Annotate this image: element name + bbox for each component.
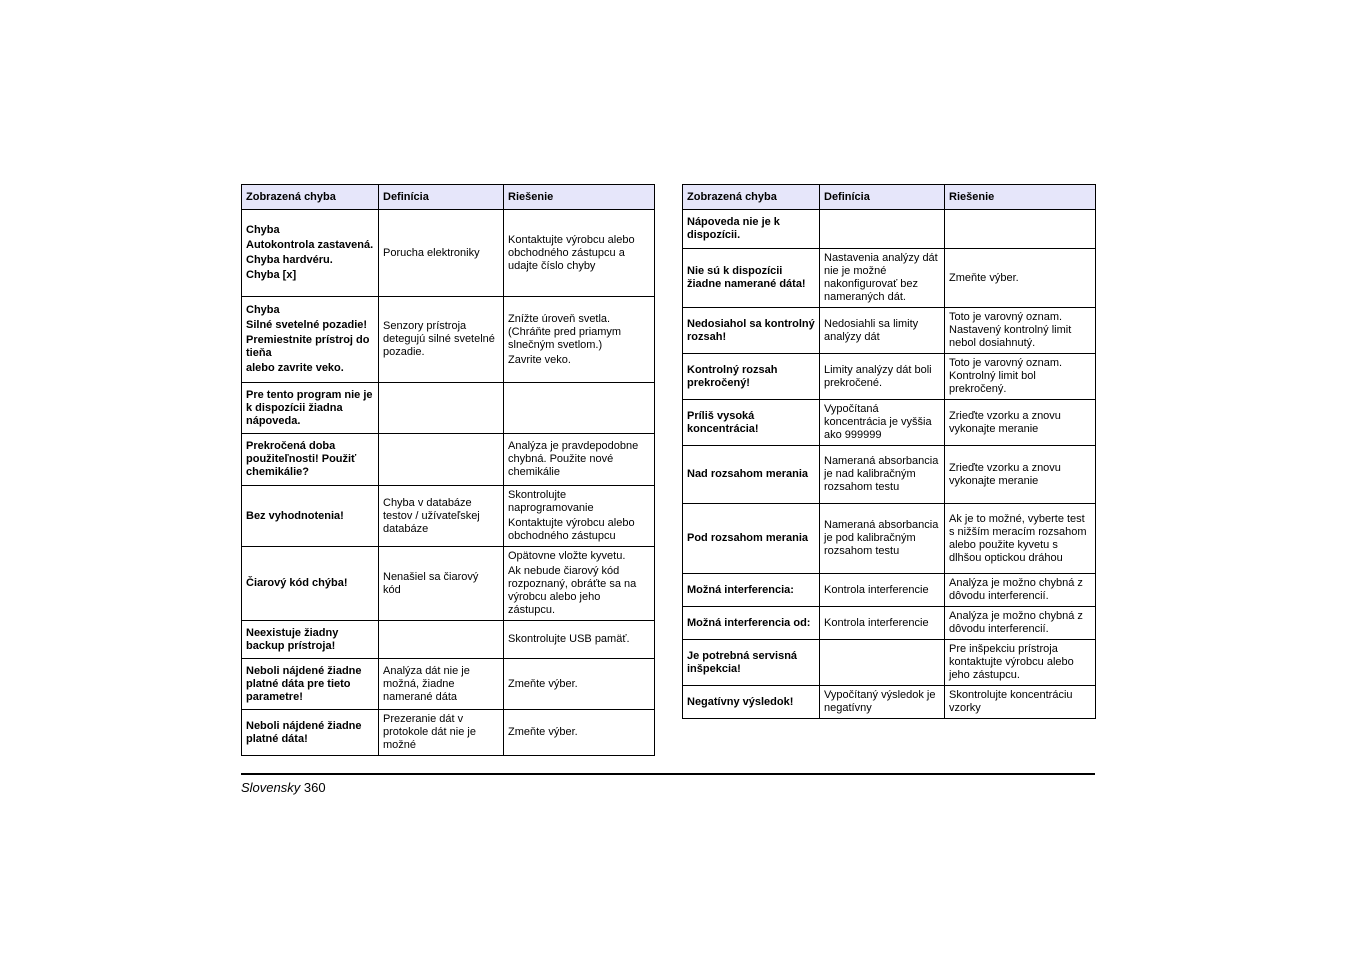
header-solution: Riešenie: [504, 185, 655, 210]
definition-cell: [820, 640, 945, 686]
solution-cell-line: Skontrolujte USB pamäť.: [508, 633, 630, 645]
error-cell-line: Pre tento program nie je k dispozícii žiadna nápoveda.: [246, 388, 373, 427]
error-cell: [242, 434, 379, 486]
error-cell-line: Neexistuje žiadny backup prístroja!: [246, 626, 339, 652]
error-cell-line: Je potrebná servisná inšpekcia!: [687, 649, 798, 675]
error-cell-line: Príliš vysoká koncentrácia!: [687, 409, 759, 435]
solution-cell-line: Kontaktujte výrobcu alebo obchodného zástupcu: [508, 517, 635, 542]
header-displayed-error: Zobrazená chyba: [683, 185, 820, 210]
definition-cell: [379, 710, 504, 756]
header-definition: Definícia: [379, 185, 504, 210]
table-row: [242, 621, 655, 659]
solution-cell: [945, 354, 1096, 400]
definition-cell-line: Limity analýzy dát boli prekročené.: [824, 363, 932, 389]
error-cell-line: Nedosiahol sa kontrolný rozsah!: [687, 317, 815, 343]
error-cell: [683, 574, 820, 607]
definition-cell-line: Chyba v databáze testov / užívateľskej databáze: [383, 496, 480, 535]
error-cell-line: Chyba hardvéru.: [246, 254, 333, 266]
error-cell: [683, 446, 820, 504]
solution-cell: [504, 710, 655, 756]
solution-cell-line: Toto je varovný oznam. Kontrolný limit bol prekročený.: [949, 357, 1063, 395]
definition-cell: [379, 621, 504, 659]
error-cell-line: Pod rozsahom merania: [687, 532, 809, 544]
definition-cell: [820, 308, 945, 354]
error-cell-line: Bez vyhodnotenia!: [246, 509, 344, 522]
definition-cell-line: Nedosiahli sa limity analýzy dát: [824, 317, 919, 343]
solution-cell: [945, 607, 1096, 640]
table-row: [683, 446, 1096, 504]
error-cell-line: Negatívny výsledok!: [687, 695, 794, 708]
definition-cell-line: Porucha elektroniky: [383, 246, 480, 259]
error-cell-line: Silné svetelné pozadie!: [246, 319, 368, 331]
table-row: [683, 400, 1096, 446]
solution-cell-line: Zmeňte výber.: [949, 271, 1019, 284]
table-row: [683, 574, 1096, 607]
solution-cell: [945, 249, 1096, 308]
definition-cell: [820, 607, 945, 640]
definition-cell-line: Kontrola interferencie: [824, 616, 929, 629]
definition-cell: [820, 446, 945, 504]
definition-cell-line: Nameraná absorbancia je pod kalibračným rozsahom testu: [824, 519, 939, 557]
solution-cell: [504, 659, 655, 710]
definition-cell: [820, 574, 945, 607]
table-row: [242, 210, 655, 297]
table-header-row: [683, 185, 1096, 210]
definition-cell-line: Kontrola interferencie: [824, 583, 929, 596]
definition-cell: [379, 297, 504, 383]
solution-cell-line: Analýza je možno chybná z dôvodu interferencií.: [949, 610, 1083, 635]
solution-cell: [945, 210, 1096, 249]
error-cell-line: Kontrolný rozsah prekročený!: [687, 363, 778, 389]
table-row: [242, 297, 655, 383]
table-row: [242, 486, 655, 547]
header-solution: Riešenie: [945, 185, 1096, 210]
error-cell: [683, 400, 820, 446]
error-cell-line: Nie sú k dispozícii žiadne namerané dáta!: [687, 265, 806, 290]
definition-cell-line: Vypočítaná koncentrácia je vyššia ako 999999: [824, 403, 932, 441]
table-row: [683, 640, 1096, 686]
header-displayed-error: Zobrazená chyba: [242, 185, 379, 210]
solution-cell: [504, 210, 655, 297]
definition-cell-line: Nenašiel sa čiarový kód: [383, 570, 479, 596]
error-cell: [683, 686, 820, 719]
definition-cell: [379, 659, 504, 710]
solution-cell-line: Analýza je pravdepodobne chybná. Použite nové chemikálie: [508, 440, 639, 478]
solution-cell-line: Opätovne vložte kyvetu.: [508, 550, 626, 562]
definition-cell: [820, 504, 945, 574]
error-cell-line: Nad rozsahom merania: [687, 468, 809, 480]
table-row: [683, 686, 1096, 719]
footer-page-number: 360: [303, 780, 326, 795]
solution-cell-line: Ak je to možné, vyberte test s nižším meracím rozsahom alebo použite kyvetu s dlhšou optickou dráhou: [949, 512, 1087, 564]
solution-cell: [945, 640, 1096, 686]
error-cell: [683, 607, 820, 640]
table-row: [683, 607, 1096, 640]
solution-cell-line: Zrieďte vzorku a znovu vykonajte meranie: [949, 461, 1061, 487]
definition-cell: [379, 486, 504, 547]
table-row: [242, 434, 655, 486]
solution-cell-line: Zrieďte vzorku a znovu vykonajte meranie: [949, 409, 1061, 435]
error-cell-line: Neboli nájdené žiadne platné dáta!: [246, 719, 362, 745]
error-cell: [683, 504, 820, 574]
page-footer: [241, 780, 326, 795]
definition-cell-line: Prezeranie dát v protokole dát nie je možné: [383, 713, 476, 751]
solution-cell: [504, 486, 655, 547]
solution-cell: [945, 308, 1096, 354]
error-cell: [683, 210, 820, 249]
definition-cell-line: Nastavenia analýzy dát nie je možné nakonfigurovať bez nameraných dát.: [824, 252, 938, 303]
solution-cell: [504, 434, 655, 486]
definition-cell-line: Analýza dát nie je možná, žiadne namerané dáta: [383, 664, 470, 703]
error-cell-line: alebo zavrite veko.: [246, 362, 344, 374]
definition-cell: [820, 354, 945, 400]
table-row: [242, 710, 655, 756]
solution-cell-line: Analýza je možno chybná z dôvodu interferencií.: [949, 577, 1083, 602]
solution-cell: [504, 383, 655, 434]
solution-cell: [945, 504, 1096, 574]
solution-cell: [945, 574, 1096, 607]
solution-cell: [945, 686, 1096, 719]
table-row: [683, 504, 1096, 574]
table-row: [683, 210, 1096, 249]
error-cell-line: Chyba: [246, 224, 280, 236]
footer-language: Slovensky: [241, 780, 301, 795]
definition-cell: [379, 210, 504, 297]
solution-cell: [945, 400, 1096, 446]
definition-cell: [379, 383, 504, 434]
solution-cell-line: Kontaktujte výrobcu alebo obchodného zástupcu a udajte číslo chyby: [508, 233, 635, 272]
solution-cell-line: Toto je varovný oznam. Nastavený kontrolný limit nebol dosiahnutý.: [949, 311, 1072, 349]
error-cell: [242, 659, 379, 710]
error-cell: [242, 210, 379, 297]
error-cell: [242, 383, 379, 434]
solution-cell: [504, 547, 655, 621]
error-cell-line: Autokontrola zastavená.: [246, 239, 374, 251]
error-cell-line: Chyba [x]: [246, 269, 297, 281]
error-table-left: [241, 184, 655, 756]
solution-cell-line: Pre inšpekciu prístroja kontaktujte výrobcu alebo jeho zástupcu.: [949, 643, 1074, 681]
solution-cell-line: Zavrite veko.: [508, 353, 571, 366]
error-cell: [242, 710, 379, 756]
definition-cell: [820, 400, 945, 446]
error-cell: [683, 249, 820, 308]
header-definition: Definícia: [820, 185, 945, 210]
error-cell-line: Možná interferencia:: [687, 583, 794, 596]
error-cell: [683, 354, 820, 400]
table-row: [242, 547, 655, 621]
solution-cell-line: Skontrolujte koncentráciu vzorky: [949, 689, 1073, 714]
error-cell: [683, 640, 820, 686]
error-cell: [242, 297, 379, 383]
definition-cell-line: Senzory prístroja detegujú silné svetelné pozadie.: [383, 320, 495, 358]
solution-cell: [504, 297, 655, 383]
definition-cell: [820, 210, 945, 249]
error-cell-line: Premiestnite prístroj do tieňa: [246, 334, 370, 359]
table-row: [683, 249, 1096, 308]
definition-cell: [820, 249, 945, 308]
table-row: [242, 659, 655, 710]
solution-cell-line: Zmeňte výber.: [508, 726, 578, 738]
error-cell: [683, 308, 820, 354]
table-header-row: [242, 185, 655, 210]
footer-rule: [241, 773, 1095, 775]
error-cell-line: Možná interferencia od:: [687, 616, 811, 629]
solution-cell-line: Zmeňte výber.: [508, 677, 578, 690]
definition-cell: [379, 547, 504, 621]
error-cell-line: Neboli nájdené žiadne platné dáta pre tieto parametre!: [246, 664, 362, 703]
error-cell-line: Chyba: [246, 304, 280, 316]
error-cell-line: Čiarový kód chýba!: [246, 577, 348, 589]
definition-cell-line: Vypočítaný výsledok je negatívny: [824, 689, 936, 714]
solution-cell: [504, 621, 655, 659]
solution-cell-line: Ak nebude čiarový kód rozpoznaný, obráťte sa na výrobcu alebo jeho zástupcu.: [508, 565, 637, 616]
error-cell-line: Nápoveda nie je k dispozícii.: [687, 216, 780, 241]
table-row: [683, 308, 1096, 354]
error-table-right: [682, 184, 1096, 719]
error-cell: [242, 621, 379, 659]
table-row: [683, 354, 1096, 400]
error-cell-line: Prekročená doba použiteľnosti! Použiť chemikálie?: [246, 440, 357, 478]
definition-cell: [820, 686, 945, 719]
solution-cell-line: Znížte úroveň svetla. (Chráňte pred priamym slnečným svetlom.): [508, 312, 622, 351]
definition-cell-line: Nameraná absorbancia je nad kalibračným rozsahom testu: [824, 455, 939, 493]
solution-cell-line: Skontrolujte naprogramovanie: [508, 489, 594, 514]
table-row: [242, 383, 655, 434]
definition-cell: [379, 434, 504, 486]
error-cell: [242, 486, 379, 547]
solution-cell: [945, 446, 1096, 504]
error-cell: [242, 547, 379, 621]
